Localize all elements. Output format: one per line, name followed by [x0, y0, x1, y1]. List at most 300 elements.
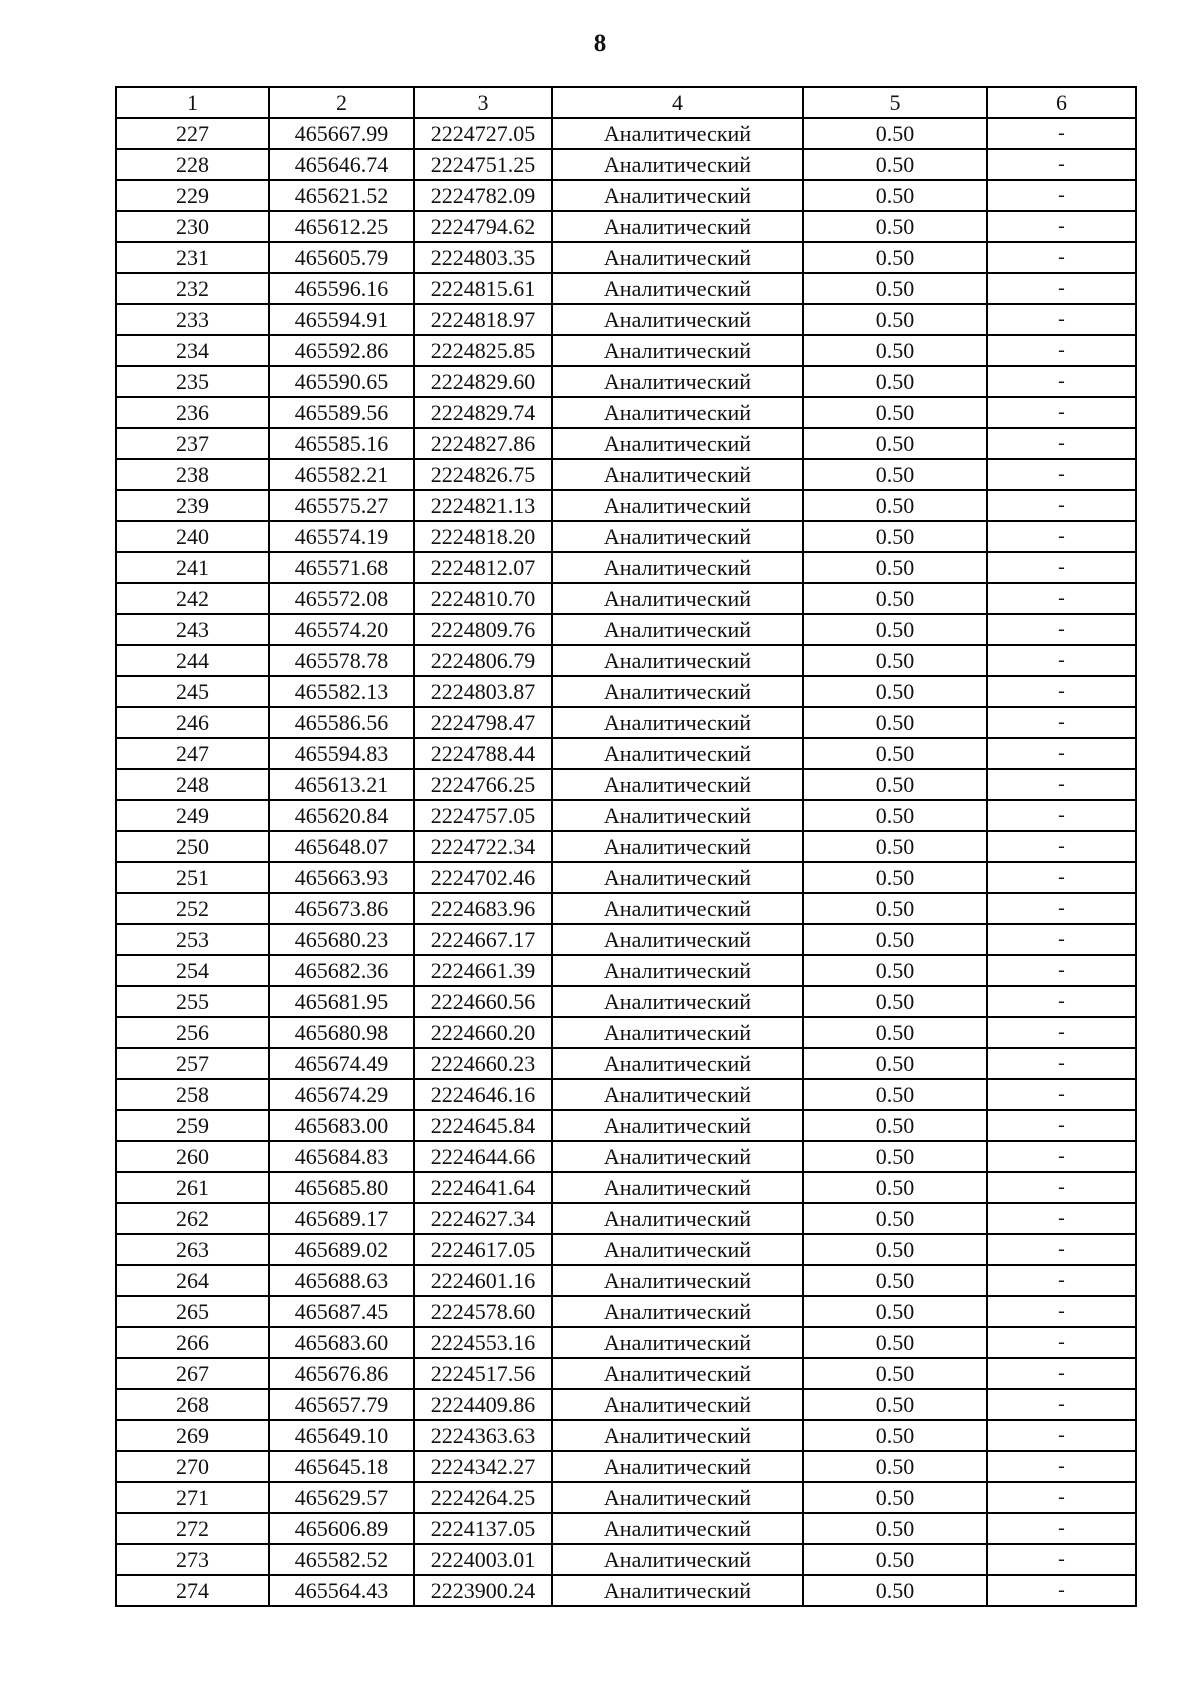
- description-cell: -: [987, 738, 1136, 769]
- point-number-cell: 260: [116, 1141, 269, 1172]
- method-cell: Аналитический: [552, 1544, 803, 1575]
- page-number: 8: [593, 30, 607, 57]
- method-cell: Аналитический: [552, 986, 803, 1017]
- point-number-cell: 237: [116, 428, 269, 459]
- point-number-cell: 268: [116, 1389, 269, 1420]
- method-cell: Аналитический: [552, 211, 803, 242]
- method-cell: Аналитический: [552, 1141, 803, 1172]
- y-coordinate-cell: 2224363.63: [414, 1420, 552, 1451]
- header-cell: 2: [269, 87, 414, 118]
- point-number-cell: 235: [116, 366, 269, 397]
- y-coordinate-cell: 2224722.34: [414, 831, 552, 862]
- point-number-cell: 245: [116, 676, 269, 707]
- method-cell: Аналитический: [552, 521, 803, 552]
- method-cell: Аналитический: [552, 1327, 803, 1358]
- point-number-cell: 264: [116, 1265, 269, 1296]
- method-cell: Аналитический: [552, 366, 803, 397]
- x-coordinate-cell: 465594.91: [269, 304, 414, 335]
- table-row: [116, 1141, 1136, 1172]
- x-coordinate-cell: 465592.86: [269, 335, 414, 366]
- accuracy-cell: 0.50: [803, 645, 987, 676]
- accuracy-cell: 0.50: [803, 986, 987, 1017]
- accuracy-cell: 0.50: [803, 1265, 987, 1296]
- point-number-cell: 232: [116, 273, 269, 304]
- method-cell: Аналитический: [552, 614, 803, 645]
- point-number-cell: 240: [116, 521, 269, 552]
- x-coordinate-cell: 465680.23: [269, 924, 414, 955]
- accuracy-cell: 0.50: [803, 862, 987, 893]
- method-cell: Аналитический: [552, 1172, 803, 1203]
- description-cell: -: [987, 1482, 1136, 1513]
- header-row: [116, 87, 1136, 118]
- method-cell: Аналитический: [552, 273, 803, 304]
- method-cell: Аналитический: [552, 1358, 803, 1389]
- description-cell: -: [987, 583, 1136, 614]
- method-cell: Аналитический: [552, 831, 803, 862]
- accuracy-cell: 0.50: [803, 800, 987, 831]
- point-number-cell: 248: [116, 769, 269, 800]
- method-cell: Аналитический: [552, 1234, 803, 1265]
- y-coordinate-cell: 2224788.44: [414, 738, 552, 769]
- table-row: [116, 1203, 1136, 1234]
- x-coordinate-cell: 465582.21: [269, 459, 414, 490]
- accuracy-cell: 0.50: [803, 1048, 987, 1079]
- y-coordinate-cell: 2224660.20: [414, 1017, 552, 1048]
- y-coordinate-cell: 2224660.23: [414, 1048, 552, 1079]
- y-coordinate-cell: 2224660.56: [414, 986, 552, 1017]
- y-coordinate-cell: 2224702.46: [414, 862, 552, 893]
- y-coordinate-cell: 2224627.34: [414, 1203, 552, 1234]
- accuracy-cell: 0.50: [803, 1482, 987, 1513]
- description-cell: -: [987, 614, 1136, 645]
- table-row: [116, 986, 1136, 1017]
- description-cell: -: [987, 1141, 1136, 1172]
- accuracy-cell: 0.50: [803, 490, 987, 521]
- y-coordinate-cell: 2224667.17: [414, 924, 552, 955]
- table-row: [116, 180, 1136, 211]
- description-cell: -: [987, 459, 1136, 490]
- method-cell: Аналитический: [552, 645, 803, 676]
- point-number-cell: 247: [116, 738, 269, 769]
- x-coordinate-cell: 465663.93: [269, 862, 414, 893]
- y-coordinate-cell: 2224264.25: [414, 1482, 552, 1513]
- x-coordinate-cell: 465629.57: [269, 1482, 414, 1513]
- accuracy-cell: 0.50: [803, 1575, 987, 1606]
- y-coordinate-cell: 2224409.86: [414, 1389, 552, 1420]
- x-coordinate-cell: 465574.19: [269, 521, 414, 552]
- x-coordinate-cell: 465689.02: [269, 1234, 414, 1265]
- x-coordinate-cell: 465649.10: [269, 1420, 414, 1451]
- method-cell: Аналитический: [552, 459, 803, 490]
- y-coordinate-cell: 2224766.25: [414, 769, 552, 800]
- table-row: [116, 1358, 1136, 1389]
- accuracy-cell: 0.50: [803, 707, 987, 738]
- y-coordinate-cell: 2224803.35: [414, 242, 552, 273]
- description-cell: -: [987, 1110, 1136, 1141]
- accuracy-cell: 0.50: [803, 273, 987, 304]
- description-cell: -: [987, 211, 1136, 242]
- table-row: [116, 490, 1136, 521]
- table-row: [116, 614, 1136, 645]
- point-number-cell: 241: [116, 552, 269, 583]
- y-coordinate-cell: 2224601.16: [414, 1265, 552, 1296]
- accuracy-cell: 0.50: [803, 831, 987, 862]
- y-coordinate-cell: 2224646.16: [414, 1079, 552, 1110]
- y-coordinate-cell: 2224818.20: [414, 521, 552, 552]
- x-coordinate-cell: 465586.56: [269, 707, 414, 738]
- x-coordinate-cell: 465684.83: [269, 1141, 414, 1172]
- y-coordinate-cell: 2224644.66: [414, 1141, 552, 1172]
- accuracy-cell: 0.50: [803, 397, 987, 428]
- point-number-cell: 274: [116, 1575, 269, 1606]
- x-coordinate-cell: 465621.52: [269, 180, 414, 211]
- point-number-cell: 252: [116, 893, 269, 924]
- x-coordinate-cell: 465571.68: [269, 552, 414, 583]
- point-number-cell: 254: [116, 955, 269, 986]
- accuracy-cell: 0.50: [803, 769, 987, 800]
- table-row: [116, 893, 1136, 924]
- method-cell: Аналитический: [552, 428, 803, 459]
- table-row: [116, 397, 1136, 428]
- description-cell: -: [987, 676, 1136, 707]
- y-coordinate-cell: 2224827.86: [414, 428, 552, 459]
- x-coordinate-cell: 465657.79: [269, 1389, 414, 1420]
- x-coordinate-cell: 465673.86: [269, 893, 414, 924]
- y-coordinate-cell: 2224645.84: [414, 1110, 552, 1141]
- x-coordinate-cell: 465676.86: [269, 1358, 414, 1389]
- description-cell: -: [987, 490, 1136, 521]
- accuracy-cell: 0.50: [803, 924, 987, 955]
- description-cell: -: [987, 428, 1136, 459]
- y-coordinate-cell: 2224342.27: [414, 1451, 552, 1482]
- table-row: [116, 1265, 1136, 1296]
- description-cell: -: [987, 1358, 1136, 1389]
- y-coordinate-cell: 2224829.60: [414, 366, 552, 397]
- method-cell: Аналитический: [552, 180, 803, 211]
- method-cell: Аналитический: [552, 1203, 803, 1234]
- accuracy-cell: 0.50: [803, 1017, 987, 1048]
- point-number-cell: 244: [116, 645, 269, 676]
- x-coordinate-cell: 465605.79: [269, 242, 414, 273]
- description-cell: -: [987, 893, 1136, 924]
- table-body: [116, 118, 1136, 1606]
- method-cell: Аналитический: [552, 1451, 803, 1482]
- header-cell: 1: [116, 87, 269, 118]
- point-number-cell: 234: [116, 335, 269, 366]
- x-coordinate-cell: 465645.18: [269, 1451, 414, 1482]
- method-cell: Аналитический: [552, 552, 803, 583]
- method-cell: Аналитический: [552, 676, 803, 707]
- accuracy-cell: 0.50: [803, 366, 987, 397]
- method-cell: Аналитический: [552, 397, 803, 428]
- y-coordinate-cell: 2224683.96: [414, 893, 552, 924]
- description-cell: -: [987, 1513, 1136, 1544]
- description-cell: -: [987, 118, 1136, 149]
- table-row: [116, 645, 1136, 676]
- method-cell: Аналитический: [552, 1110, 803, 1141]
- description-cell: -: [987, 1389, 1136, 1420]
- point-number-cell: 239: [116, 490, 269, 521]
- y-coordinate-cell: 2224782.09: [414, 180, 552, 211]
- table-row: [116, 335, 1136, 366]
- y-coordinate-cell: 2224812.07: [414, 552, 552, 583]
- table-row: [116, 118, 1136, 149]
- y-coordinate-cell: 2224751.25: [414, 149, 552, 180]
- x-coordinate-cell: 465620.84: [269, 800, 414, 831]
- x-coordinate-cell: 465674.49: [269, 1048, 414, 1079]
- x-coordinate-cell: 465682.36: [269, 955, 414, 986]
- x-coordinate-cell: 465683.60: [269, 1327, 414, 1358]
- description-cell: -: [987, 521, 1136, 552]
- table-row: [116, 211, 1136, 242]
- point-number-cell: 259: [116, 1110, 269, 1141]
- x-coordinate-cell: 465683.00: [269, 1110, 414, 1141]
- accuracy-cell: 0.50: [803, 1389, 987, 1420]
- y-coordinate-cell: 2224798.47: [414, 707, 552, 738]
- method-cell: Аналитический: [552, 1079, 803, 1110]
- table-row: [116, 1296, 1136, 1327]
- table-row: [116, 552, 1136, 583]
- point-number-cell: 269: [116, 1420, 269, 1451]
- point-number-cell: 263: [116, 1234, 269, 1265]
- accuracy-cell: 0.50: [803, 1513, 987, 1544]
- description-cell: -: [987, 397, 1136, 428]
- x-coordinate-cell: 465575.27: [269, 490, 414, 521]
- y-coordinate-cell: 2224794.62: [414, 211, 552, 242]
- y-coordinate-cell: 2224578.60: [414, 1296, 552, 1327]
- method-cell: Аналитический: [552, 769, 803, 800]
- point-number-cell: 251: [116, 862, 269, 893]
- table-row: [116, 242, 1136, 273]
- method-cell: Аналитический: [552, 800, 803, 831]
- x-coordinate-cell: 465582.52: [269, 1544, 414, 1575]
- x-coordinate-cell: 465582.13: [269, 676, 414, 707]
- table-row: [116, 738, 1136, 769]
- accuracy-cell: 0.50: [803, 1234, 987, 1265]
- description-cell: -: [987, 366, 1136, 397]
- table-row: [116, 955, 1136, 986]
- method-cell: Аналитический: [552, 1482, 803, 1513]
- accuracy-cell: 0.50: [803, 211, 987, 242]
- point-number-cell: 243: [116, 614, 269, 645]
- y-coordinate-cell: 2223900.24: [414, 1575, 552, 1606]
- table-row: [116, 707, 1136, 738]
- description-cell: -: [987, 1296, 1136, 1327]
- x-coordinate-cell: 465613.21: [269, 769, 414, 800]
- x-coordinate-cell: 465687.45: [269, 1296, 414, 1327]
- y-coordinate-cell: 2224727.05: [414, 118, 552, 149]
- y-coordinate-cell: 2224809.76: [414, 614, 552, 645]
- table-row: [116, 1513, 1136, 1544]
- accuracy-cell: 0.50: [803, 1141, 987, 1172]
- table-row: [116, 1451, 1136, 1482]
- description-cell: -: [987, 955, 1136, 986]
- x-coordinate-cell: 465574.20: [269, 614, 414, 645]
- description-cell: -: [987, 924, 1136, 955]
- x-coordinate-cell: 465689.17: [269, 1203, 414, 1234]
- point-number-cell: 227: [116, 118, 269, 149]
- description-cell: -: [987, 1544, 1136, 1575]
- point-number-cell: 261: [116, 1172, 269, 1203]
- y-coordinate-cell: 2224806.79: [414, 645, 552, 676]
- accuracy-cell: 0.50: [803, 676, 987, 707]
- method-cell: Аналитический: [552, 1296, 803, 1327]
- method-cell: Аналитический: [552, 304, 803, 335]
- header-cell: 4: [552, 87, 803, 118]
- point-number-cell: 228: [116, 149, 269, 180]
- point-number-cell: 255: [116, 986, 269, 1017]
- point-number-cell: 236: [116, 397, 269, 428]
- table-row: [116, 1575, 1136, 1606]
- table-row: [116, 1544, 1136, 1575]
- description-cell: -: [987, 273, 1136, 304]
- point-number-cell: 246: [116, 707, 269, 738]
- table-row: [116, 521, 1136, 552]
- table-row: [116, 831, 1136, 862]
- method-cell: Аналитический: [552, 1017, 803, 1048]
- description-cell: -: [987, 1234, 1136, 1265]
- table-header: [116, 87, 1136, 118]
- y-coordinate-cell: 2224825.85: [414, 335, 552, 366]
- method-cell: Аналитический: [552, 1265, 803, 1296]
- accuracy-cell: 0.50: [803, 335, 987, 366]
- header-cell: 5: [803, 87, 987, 118]
- description-cell: -: [987, 862, 1136, 893]
- x-coordinate-cell: 465585.16: [269, 428, 414, 459]
- y-coordinate-cell: 2224617.05: [414, 1234, 552, 1265]
- y-coordinate-cell: 2224661.39: [414, 955, 552, 986]
- point-number-cell: 229: [116, 180, 269, 211]
- table-row: [116, 583, 1136, 614]
- description-cell: -: [987, 707, 1136, 738]
- table-row: [116, 1172, 1136, 1203]
- accuracy-cell: 0.50: [803, 1358, 987, 1389]
- accuracy-cell: 0.50: [803, 428, 987, 459]
- accuracy-cell: 0.50: [803, 149, 987, 180]
- point-number-cell: 262: [116, 1203, 269, 1234]
- accuracy-cell: 0.50: [803, 1296, 987, 1327]
- y-coordinate-cell: 2224003.01: [414, 1544, 552, 1575]
- description-cell: -: [987, 304, 1136, 335]
- table-row: [116, 428, 1136, 459]
- table-row: [116, 1234, 1136, 1265]
- accuracy-cell: 0.50: [803, 1451, 987, 1482]
- table-row: [116, 1048, 1136, 1079]
- description-cell: -: [987, 335, 1136, 366]
- accuracy-cell: 0.50: [803, 1327, 987, 1358]
- description-cell: -: [987, 769, 1136, 800]
- y-coordinate-cell: 2224517.56: [414, 1358, 552, 1389]
- y-coordinate-cell: 2224803.87: [414, 676, 552, 707]
- table-row: [116, 1389, 1136, 1420]
- y-coordinate-cell: 2224818.97: [414, 304, 552, 335]
- table-row: [116, 676, 1136, 707]
- table-row: [116, 1017, 1136, 1048]
- x-coordinate-cell: 465590.65: [269, 366, 414, 397]
- point-number-cell: 256: [116, 1017, 269, 1048]
- table-row: [116, 1110, 1136, 1141]
- method-cell: Аналитический: [552, 242, 803, 273]
- y-coordinate-cell: 2224810.70: [414, 583, 552, 614]
- description-cell: -: [987, 552, 1136, 583]
- x-coordinate-cell: 465674.29: [269, 1079, 414, 1110]
- accuracy-cell: 0.50: [803, 614, 987, 645]
- x-coordinate-cell: 465564.43: [269, 1575, 414, 1606]
- table-row: [116, 800, 1136, 831]
- y-coordinate-cell: 2224826.75: [414, 459, 552, 490]
- description-cell: -: [987, 986, 1136, 1017]
- point-number-cell: 249: [116, 800, 269, 831]
- description-cell: -: [987, 831, 1136, 862]
- x-coordinate-cell: 465578.78: [269, 645, 414, 676]
- point-number-cell: 271: [116, 1482, 269, 1513]
- method-cell: Аналитический: [552, 738, 803, 769]
- x-coordinate-cell: 465648.07: [269, 831, 414, 862]
- method-cell: Аналитический: [552, 924, 803, 955]
- table-row: [116, 924, 1136, 955]
- y-coordinate-cell: 2224553.16: [414, 1327, 552, 1358]
- table-row: [116, 1482, 1136, 1513]
- table-row: [116, 459, 1136, 490]
- accuracy-cell: 0.50: [803, 738, 987, 769]
- description-cell: -: [987, 1327, 1136, 1358]
- accuracy-cell: 0.50: [803, 1420, 987, 1451]
- x-coordinate-cell: 465596.16: [269, 273, 414, 304]
- method-cell: Аналитический: [552, 490, 803, 521]
- description-cell: -: [987, 242, 1136, 273]
- accuracy-cell: 0.50: [803, 893, 987, 924]
- point-number-cell: 265: [116, 1296, 269, 1327]
- x-coordinate-cell: 465688.63: [269, 1265, 414, 1296]
- description-cell: -: [987, 1048, 1136, 1079]
- accuracy-cell: 0.50: [803, 1203, 987, 1234]
- point-number-cell: 233: [116, 304, 269, 335]
- y-coordinate-cell: 2224829.74: [414, 397, 552, 428]
- method-cell: Аналитический: [552, 335, 803, 366]
- point-number-cell: 267: [116, 1358, 269, 1389]
- description-cell: -: [987, 1451, 1136, 1482]
- point-number-cell: 253: [116, 924, 269, 955]
- table-row: [116, 1079, 1136, 1110]
- table-row: [116, 769, 1136, 800]
- coordinates-table: [115, 86, 1137, 1607]
- method-cell: Аналитический: [552, 1420, 803, 1451]
- x-coordinate-cell: 465680.98: [269, 1017, 414, 1048]
- method-cell: Аналитический: [552, 1389, 803, 1420]
- accuracy-cell: 0.50: [803, 118, 987, 149]
- method-cell: Аналитический: [552, 862, 803, 893]
- accuracy-cell: 0.50: [803, 1110, 987, 1141]
- x-coordinate-cell: 465589.56: [269, 397, 414, 428]
- point-number-cell: 266: [116, 1327, 269, 1358]
- accuracy-cell: 0.50: [803, 1079, 987, 1110]
- description-cell: -: [987, 645, 1136, 676]
- x-coordinate-cell: 465681.95: [269, 986, 414, 1017]
- x-coordinate-cell: 465667.99: [269, 118, 414, 149]
- y-coordinate-cell: 2224137.05: [414, 1513, 552, 1544]
- description-cell: -: [987, 1017, 1136, 1048]
- header-cell: 6: [987, 87, 1136, 118]
- method-cell: Аналитический: [552, 893, 803, 924]
- point-number-cell: 230: [116, 211, 269, 242]
- table-row: [116, 273, 1136, 304]
- point-number-cell: 258: [116, 1079, 269, 1110]
- x-coordinate-cell: 465594.83: [269, 738, 414, 769]
- y-coordinate-cell: 2224821.13: [414, 490, 552, 521]
- table-row: [116, 1327, 1136, 1358]
- accuracy-cell: 0.50: [803, 521, 987, 552]
- method-cell: Аналитический: [552, 1513, 803, 1544]
